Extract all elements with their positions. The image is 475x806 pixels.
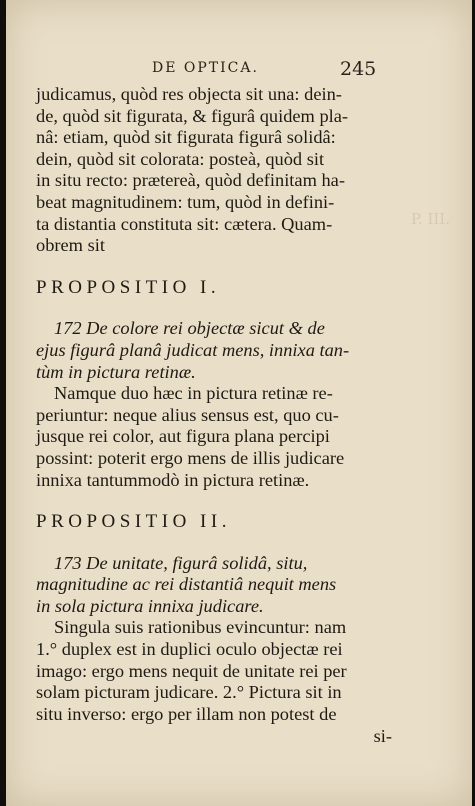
text-line: de, quòd sit figurata, & figurâ quidem pla- [36,105,349,126]
page-body [36,84,396,748]
text-line: 1.° duplex est in duplici oculo objectæ rei [36,639,343,660]
text-line: magnitudine ac rei distantiâ nequit mens [36,574,337,595]
proposition-173 [36,553,396,618]
text-line: beat magnitudinem: tum, quòd in defini- [36,191,335,212]
book-page [6,0,472,806]
text-line: Singula suis rationibus evincuntur: nam [54,617,347,638]
catchword: si- [373,726,392,747]
text-line: judicamus, quòd res objecta sit una: dein- [36,84,342,104]
text-line: tùm in pictura retinæ. [36,361,196,382]
opening-paragraph [36,84,396,257]
text-line: in sola pictura innixa judicare. [36,595,264,616]
proposition-172 [36,318,396,383]
text-line: situ inverso: ergo per illam non potest de [36,703,337,724]
page-number: 245 [340,58,377,80]
text-line: solam picturam judicare. 2.° Pictura sit in [36,682,342,703]
proposition-heading-1: PROPOSITIO I. [36,276,221,298]
text-line: innixa tantummodò in pictura retinæ. [36,469,310,490]
text-line: jusque rei color, aut figura plana percipi [36,426,330,447]
text-line: Namque duo hæc in pictura retinæ re- [54,383,333,404]
show-through-text: P. III. [410,210,450,228]
running-head [6,58,472,80]
text-line: 172 De colore rei objectæ sicut & de [54,318,325,339]
text-line: imago: ergo mens nequit de unitate rei per [36,660,347,681]
proof-173 [36,617,396,725]
text-line: periuntur: neque alius sensus est, quo cu- [36,404,339,425]
text-line: in situ recto: prætereà, quòd definitam ha- [36,170,345,191]
text-line: dein, quòd sit colorata: posteà, quòd sit [36,148,325,169]
text-line: obrem sit [36,235,105,256]
proposition-heading-2: PROPOSITIO II. [36,511,231,533]
proof-172 [36,383,396,491]
text-line: ta distantia constituta sit: cætera. Quam- [36,213,333,234]
text-line: nâ: etiam, quòd sit figurata figurâ solidâ: [36,127,336,148]
text-line: possint: poterit ergo mens de illis judicare [36,447,345,468]
text-line: 173 De unitate, figurâ solidâ, situ, [54,552,308,573]
running-head-title: DE OPTICA. [152,60,259,76]
text-line: ejus figurâ planâ judicat mens, innixa tan- [36,339,350,360]
